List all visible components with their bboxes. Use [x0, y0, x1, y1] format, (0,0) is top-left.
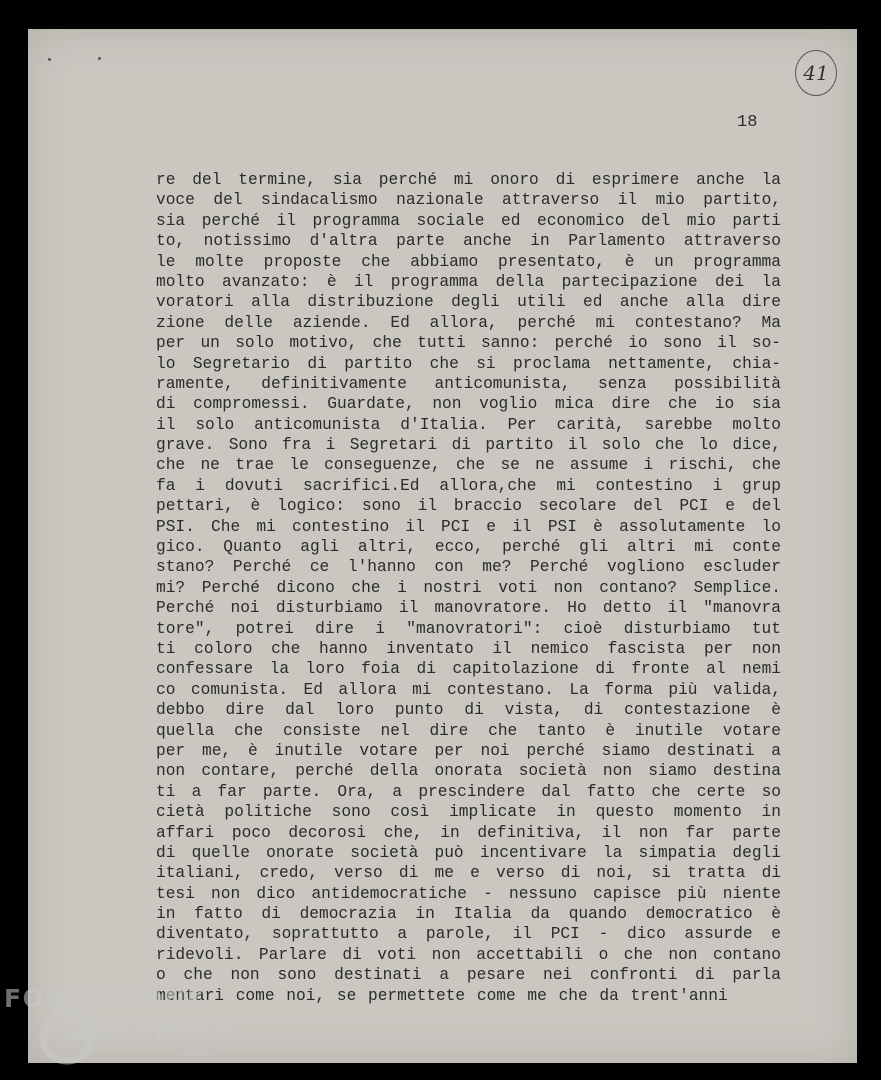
- text-line: confessare la loro foia di capitolazione di fronte al nemi: [156, 660, 781, 679]
- archive-number-stamp: 41: [795, 50, 837, 96]
- text-line: che ne trae le conseguenze, che se ne assume i rischi, che: [156, 456, 781, 475]
- text-line: co comunista. Ed allora mi contestano. La forma più valida,: [156, 680, 781, 699]
- text-line: ti a far parte. Ora, a prescindere dal fatto che certe so: [156, 782, 781, 801]
- text-line: re del termine, sia perché mi onoro di esprimere anche la: [156, 171, 781, 189]
- text-line: debbo dire dal loro punto di vista, di contestazione è: [156, 701, 781, 720]
- text-line: pettari, è logico: sono il braccio secolare del PCI e del: [156, 497, 781, 516]
- text-line: mi? Perché dicono che i nostri voti non contano? Semplice.: [156, 578, 781, 597]
- text-line: italiani, credo, verso di me e verso di noi, si tratta di: [156, 864, 781, 883]
- text-line: zione delle aziende. Ed allora, perché mi contestano? Ma: [156, 313, 781, 332]
- text-line: voce del sindacalismo nazionale attraverso il mio partito,: [156, 191, 781, 210]
- typewritten-text: [156, 170, 781, 1006]
- text-line: non contare, perché della onorata società non siamo destina: [156, 762, 781, 781]
- text-line: PSI. Che mi contestino il PCI e il PSI è assolutamente lo: [156, 517, 781, 536]
- text-line: sia perché il programma sociale ed economico del mio parti: [156, 211, 781, 230]
- text-line: cietà politiche sono così implicate in questo momento in: [156, 803, 781, 822]
- watermark-line-3: onlus: [182, 1046, 212, 1059]
- text-line: diventato, soprattutto a parole, il PCI - dico assurde e: [156, 925, 781, 944]
- text-line: to, notissimo d'altra parte anche in Parlamento attraverso: [156, 232, 781, 251]
- text-line: molto avanzato: è il programma della partecipazione dei la: [156, 272, 781, 291]
- text-line: o che non sono destinati a pesare nei confronti di parla: [156, 966, 781, 985]
- text-line: tesi non dico antidemocratiche - nessuno capisce più niente: [156, 884, 781, 903]
- paper-speck: [98, 57, 101, 60]
- watermark-line-2: GRAMSCI: [90, 1016, 231, 1045]
- text-line: lo Segretario di partito che si proclama nettamente, chia-: [156, 354, 781, 373]
- text-line: ramente, definitivamente anticomunista, senza possibilità: [156, 374, 781, 393]
- text-line: voratori alla distribuzione degli utili ed anche alla dire: [156, 293, 781, 312]
- text-line: quella che consiste nel dire che tanto è inutile votare: [156, 721, 781, 740]
- text-line: ti coloro che hanno inventato il nemico fascista per non: [156, 639, 781, 658]
- text-line: per un solo motivo, che tutti sanno: perché io sono il so-: [156, 334, 781, 353]
- text-line: affari poco decorosi che, in definitiva, il non far parte: [156, 823, 781, 842]
- text-line: fa i dovuti sacrifici.Ed allora,che mi contestino i grup: [156, 476, 781, 495]
- text-line: mentari come noi, se permettete come me che da trent'anni: [156, 986, 728, 1005]
- text-line: per me, è inutile votare per noi perché siamo destinati a: [156, 741, 781, 760]
- text-line: il solo anticomunista d'Italia. Per carità, sarebbe molto: [156, 415, 781, 434]
- watermark-line-1: FONDAZIONE: [4, 984, 206, 1013]
- text-line: ridevoli. Parlare di voti non accettabili o che non contano: [156, 945, 781, 964]
- text-line: le molte proposte che abbiamo presentato, è un programma: [156, 252, 781, 271]
- text-line: stano? Perché ce l'hanno con me? Perché vogliono escluder: [156, 558, 781, 577]
- page-number: 18: [737, 113, 758, 132]
- paper-speck: [48, 58, 51, 61]
- text-line: grave. Sono fra i Segretari di partito il solo che lo dice,: [156, 436, 781, 455]
- text-line: gico. Quanto agli altri, ecco, perché gli altri mi conte: [156, 538, 781, 557]
- text-line: tore", potrei dire i "manovratori": cioè disturbiamo tut: [156, 619, 781, 638]
- text-line: in fatto di democrazia in Italia da quando democratico è: [156, 905, 781, 924]
- text-line: Perché noi disturbiamo il manovratore. Ho detto il "manovra: [156, 599, 781, 618]
- text-line: di compromessi. Guardate, non voglio mica dire che io sia: [156, 395, 781, 414]
- text-line: di quelle onorate società può incentivare la simpatia degli: [156, 843, 781, 862]
